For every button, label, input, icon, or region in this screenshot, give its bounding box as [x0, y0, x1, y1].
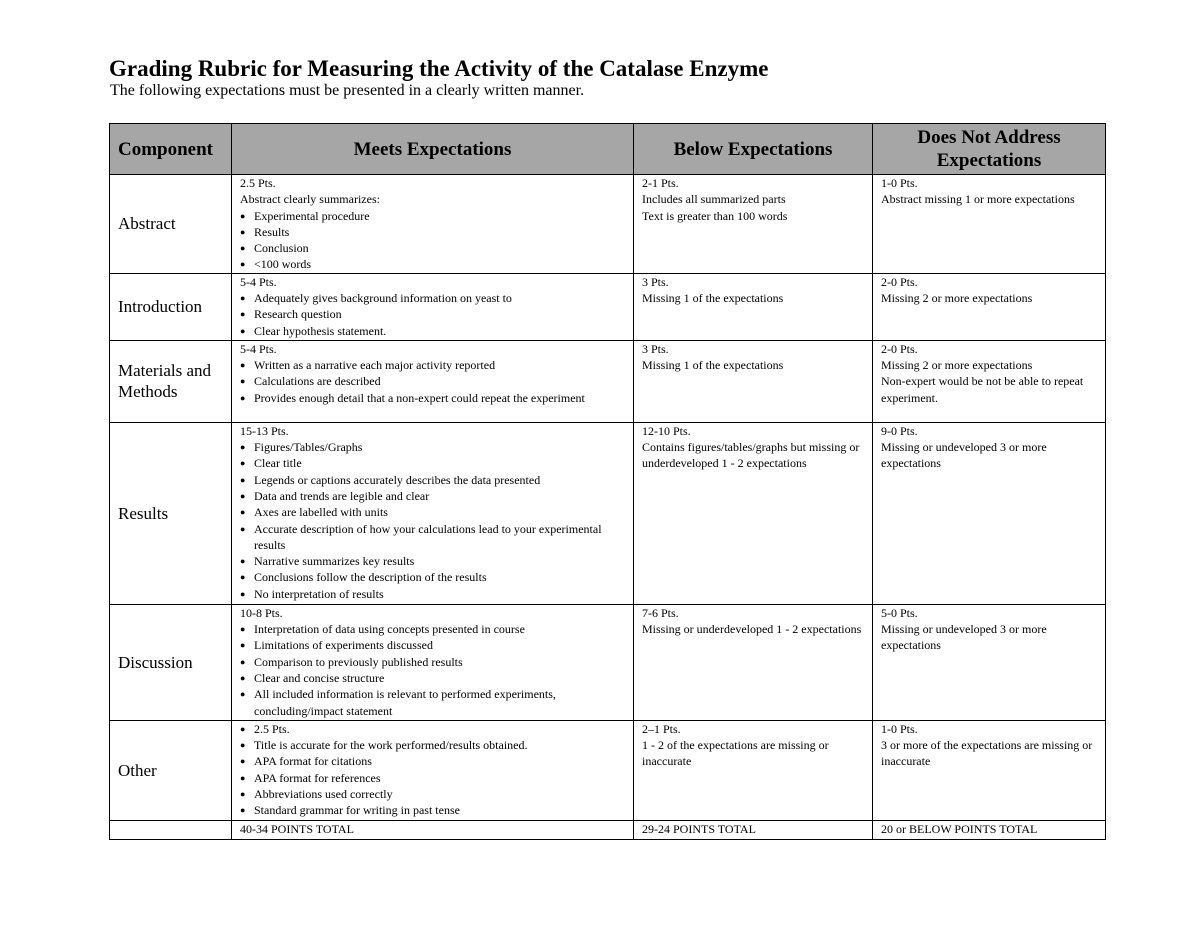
- totals-row: [110, 820, 1106, 839]
- description-line: Missing or undeveloped 3 or more expectations: [881, 622, 1047, 653]
- criteria-item: ● 2.5 Pts.: [240, 721, 625, 737]
- points-label: 5-4 Pts.: [240, 274, 277, 289]
- does-not-cell: [873, 422, 1106, 604]
- criteria-item: ● Research question: [240, 306, 625, 322]
- description-line: Missing 1 of the expectations: [642, 358, 784, 373]
- header-does-not: Does Not Address Expectations: [873, 124, 1106, 175]
- description-line: Missing 2 or more expectations: [881, 291, 1033, 306]
- component-name: Results: [110, 422, 232, 604]
- criteria-list: [240, 721, 625, 819]
- criteria-item: ● Written as a narrative each major activity reported: [240, 357, 625, 373]
- total-does-not: 20 or BELOW POINTS TOTAL: [873, 820, 1106, 839]
- criteria-item: ● All included information is relevant to performed experiments, concluding/impact statement: [240, 686, 625, 719]
- does-not-cell: [873, 273, 1106, 340]
- description-line: Missing or underdeveloped 1 - 2 expectations: [642, 622, 862, 637]
- description-line: Missing or undeveloped 3 or more expectations: [881, 440, 1047, 471]
- criteria-item: ● Accurate description of how your calculations lead to your experimental results: [240, 521, 625, 554]
- points-label: 2.5 Pts.: [240, 176, 276, 190]
- page-title: Grading Rubric for Measuring the Activity of the Catalase Enzyme: [109, 56, 769, 81]
- criteria-item: ● APA format for references: [240, 770, 625, 786]
- table-row: [110, 422, 1106, 604]
- description-line: Includes all summarized parts: [642, 192, 786, 207]
- header-row: [110, 124, 1106, 175]
- criteria-item: ● Title is accurate for the work performed/results obtained.: [240, 737, 625, 753]
- total-below: 29-24 POINTS TOTAL: [634, 820, 873, 839]
- table-row: [110, 720, 1106, 820]
- criteria-item: ● Results: [240, 224, 625, 240]
- points-label: 1-0 Pts.: [881, 176, 918, 190]
- criteria-item: ● Standard grammar for writing in past tense: [240, 802, 625, 818]
- description-line: Missing 2 or more expectations: [881, 358, 1033, 373]
- criteria-list: [240, 357, 625, 406]
- description-line: Abstract missing 1 or more expectations: [881, 192, 1075, 207]
- description-line: Non-expert would be not be able to repeat experiment.: [881, 374, 1084, 405]
- meets-cell: [232, 273, 634, 340]
- header-meets: Meets Expectations: [232, 124, 634, 175]
- table-row: [110, 273, 1106, 340]
- does-not-cell: [873, 604, 1106, 720]
- criteria-item: ● Calculations are described: [240, 373, 625, 389]
- points-label: 10-8 Pts.: [240, 605, 283, 620]
- points-label: 2-0 Pts.: [881, 341, 918, 356]
- points-label: 2-0 Pts.: [881, 274, 918, 289]
- component-name: Other: [110, 720, 232, 820]
- table-row: [110, 340, 1106, 422]
- criteria-item: ● Legends or captions accurately describes the data presented: [240, 472, 625, 488]
- criteria-item: ● Figures/Tables/Graphs: [240, 439, 625, 455]
- criteria-item: ● Limitations of experiments discussed: [240, 637, 625, 653]
- description-line: 1 - 2 of the expectations are missing or inaccurate: [642, 738, 829, 769]
- criteria-item: ● Data and trends are legible and clear: [240, 488, 625, 504]
- points-label: 7-6 Pts.: [642, 605, 679, 620]
- criteria-item: ● APA format for citations: [240, 753, 625, 769]
- meets-cell: [232, 720, 634, 820]
- criteria-item: ● Experimental procedure: [240, 208, 625, 224]
- below-cell: [634, 422, 873, 604]
- criteria-list: [240, 208, 625, 273]
- table-row: [110, 175, 1106, 274]
- criteria-item: ● No interpretation of results: [240, 586, 625, 602]
- criteria-intro: Abstract clearly summarizes:: [240, 192, 380, 207]
- below-cell: [634, 340, 873, 422]
- criteria-item: ● Narrative summarizes key results: [240, 553, 625, 569]
- totals-component: [110, 820, 232, 839]
- criteria-item: ● Interpretation of data using concepts presented in course: [240, 621, 625, 637]
- criteria-list: [240, 290, 625, 339]
- criteria-item: ● Conclusion: [240, 240, 625, 256]
- points-label: 2–1 Pts.: [642, 721, 681, 736]
- points-label: 9-0 Pts.: [881, 423, 918, 438]
- points-label: 15-13 Pts.: [240, 423, 289, 438]
- meets-cell: [232, 340, 634, 422]
- description-line: 3 or more of the expectations are missing or inaccurate: [881, 738, 1093, 769]
- points-label: 5-4 Pts.: [240, 341, 277, 356]
- criteria-list: [240, 621, 625, 719]
- total-meets: 40-34 POINTS TOTAL: [232, 820, 634, 839]
- points-label: 2-1 Pts.: [642, 176, 679, 190]
- meets-cell: [232, 175, 634, 274]
- does-not-cell: [873, 175, 1106, 274]
- meets-cell: [232, 422, 634, 604]
- document-header: [109, 56, 1105, 100]
- meets-cell: [232, 604, 634, 720]
- criteria-item: ● Conclusions follow the description of the results: [240, 569, 625, 585]
- header-below: Below Expectations: [634, 124, 873, 175]
- page-subtitle: The following expectations must be presented in a clearly written manner.: [110, 82, 585, 99]
- criteria-item: ● Adequately gives background information on yeast to: [240, 290, 625, 306]
- component-name: Introduction: [110, 273, 232, 340]
- rubric-table: [109, 123, 1106, 840]
- criteria-item: ● Abbreviations used correctly: [240, 786, 625, 802]
- below-cell: [634, 273, 873, 340]
- criteria-item: ● Clear hypothesis statement.: [240, 323, 625, 339]
- points-label: 5-0 Pts.: [881, 605, 918, 620]
- points-label: 3 Pts.: [642, 274, 669, 289]
- points-label: 12-10 Pts.: [642, 423, 691, 438]
- component-name: Materials and Methods: [110, 340, 232, 422]
- table-row: [110, 604, 1106, 720]
- criteria-item: ● Provides enough detail that a non-expert could repeat the experiment: [240, 390, 625, 406]
- header-component: Component: [110, 124, 232, 175]
- does-not-cell: [873, 720, 1106, 820]
- description-line: Text is greater than 100 words: [642, 208, 788, 223]
- component-name: Discussion: [110, 604, 232, 720]
- below-cell: [634, 720, 873, 820]
- criteria-item: ● Clear title: [240, 455, 625, 471]
- description-line: Missing 1 of the expectations: [642, 291, 784, 306]
- below-cell: [634, 604, 873, 720]
- criteria-item: ● Comparison to previously published results: [240, 654, 625, 670]
- criteria-item: ● Clear and concise structure: [240, 670, 625, 686]
- points-label: 1-0 Pts.: [881, 721, 918, 736]
- criteria-list: [240, 439, 625, 602]
- below-cell: [634, 175, 873, 274]
- component-name: Abstract: [110, 175, 232, 274]
- criteria-item: ● <100 words: [240, 256, 625, 272]
- description-line: Contains figures/tables/graphs but missing or underdeveloped 1 - 2 expectations: [642, 440, 860, 471]
- criteria-item: ● Axes are labelled with units: [240, 504, 625, 520]
- points-label: 3 Pts.: [642, 341, 669, 356]
- does-not-cell: [873, 340, 1106, 422]
